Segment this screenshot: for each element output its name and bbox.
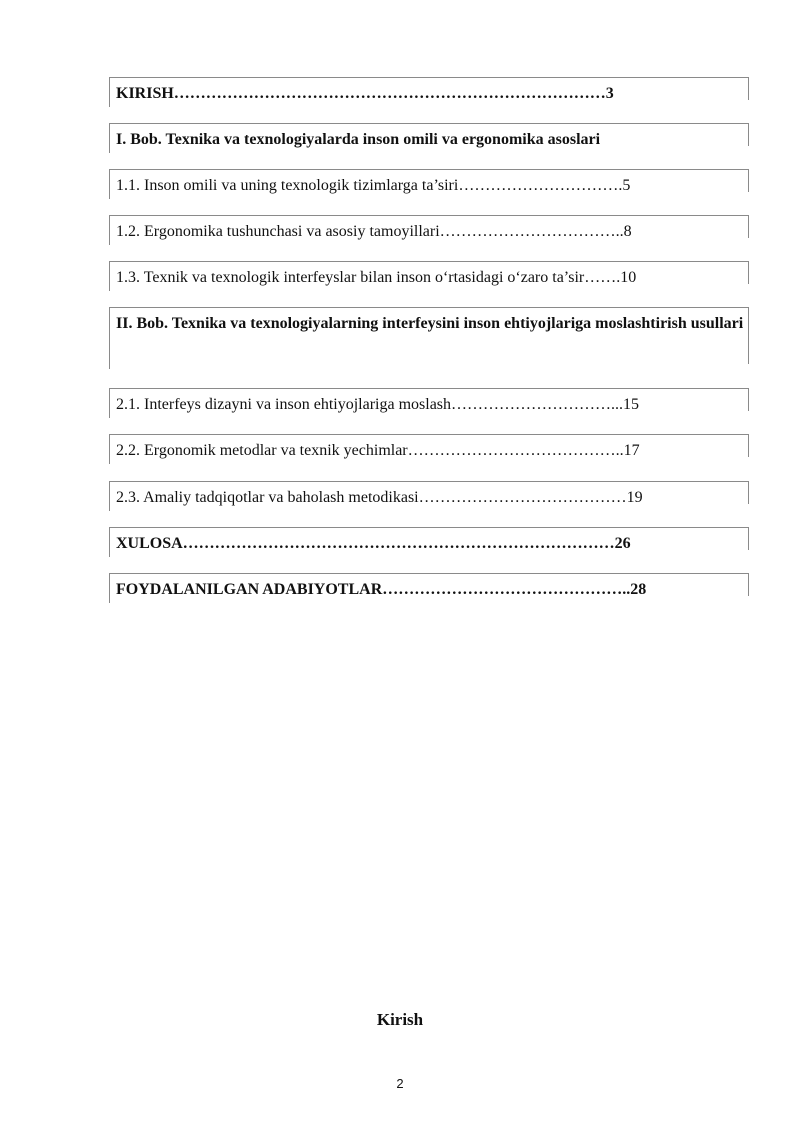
section-heading: Kirish [376,1010,424,1029]
toc-entry-text: KIRISH………………………………………………………………………3 [116,85,614,102]
toc-entry-text: 1.2. Ergonomika tushunchasi va asosiy tamoyillari……………………………..8 [116,223,632,240]
toc-entry-chapter-2[interactable] [109,307,749,369]
toc-entry-1-3[interactable] [109,261,749,291]
cell-border [748,78,749,100]
toc-entry-1-1[interactable] [109,169,749,199]
toc-entry-text: 1.3. Texnik va texnologik interfeyslar bilan inson o‘rtasidagi o‘zaro ta’sir…….10 [116,269,637,286]
toc-entry-text: II. Bob. Texnika va texnologiyalarning interfeysini inson ehtiyojlariga moslashtirish usullari [116,315,744,332]
toc-entry-2-3[interactable] [109,481,749,511]
toc-entry-kirish[interactable] [109,77,749,107]
cell-border [748,216,749,238]
toc-entry-chapter-1[interactable] [109,123,749,153]
cell-border [748,124,749,146]
toc-entry-2-1[interactable] [109,388,749,418]
toc-entry-text: 2.2. Ergonomik metodlar va texnik yechimlar…………………………………..17 [116,442,640,459]
toc-entry-adabiyotlar[interactable] [109,573,749,603]
toc-entry-text: 2.3. Amaliy tadqiqotlar va baholash metodikasi…………………………………19 [116,489,643,506]
toc-entry-text: XULOSA………………………………………………………………………26 [116,535,631,552]
cell-border [748,308,749,364]
toc-entry-2-2[interactable] [109,434,749,464]
toc-entry-1-2[interactable] [109,215,749,245]
toc-entry-xulosa[interactable] [109,527,749,557]
cell-border [748,389,749,411]
toc-entry-text: 1.1. Inson omili va uning texnologik tizimlarga ta’siri………………………….5 [116,177,631,194]
page-number: 2 [396,1076,404,1091]
cell-border [748,262,749,284]
toc-entry-text: 2.1. Interfeys dizayni va inson ehtiyojlariga moslash…………………………...15 [116,396,640,413]
cell-border [748,482,749,504]
toc-entry-text: I. Bob. Texnika va texnologiyalarda inson omili va ergonomika asoslari [116,131,601,148]
cell-border [748,435,749,457]
cell-border [748,574,749,596]
cell-border [748,170,749,192]
cell-border [748,528,749,550]
toc-entry-text: FOYDALANILGAN ADABIYOTLAR………………………………………..28 [116,581,647,598]
